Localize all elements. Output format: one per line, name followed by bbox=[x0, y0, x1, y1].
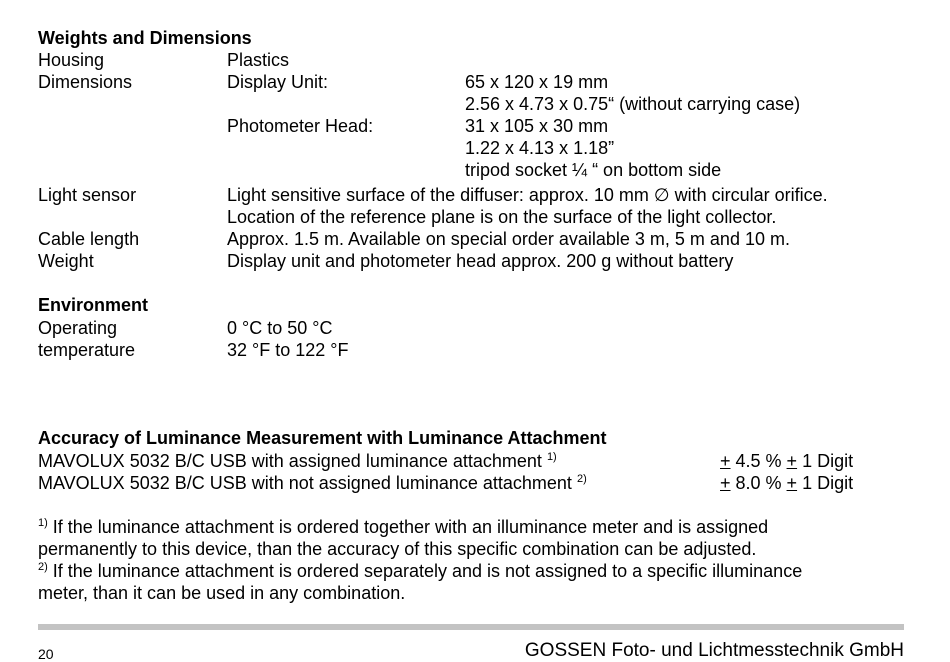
footnote-2-line1 bbox=[38, 560, 802, 582]
plus-minus-sign: + bbox=[786, 451, 798, 471]
plus-minus-sign: + bbox=[720, 473, 731, 493]
footnote-2-text: If the luminance attachment is ordered separately and is not assigned to a specific illuminance bbox=[47, 561, 803, 581]
temperature-label: temperature bbox=[38, 340, 136, 360]
footnote-ref-1: 1) bbox=[546, 451, 557, 463]
accuracy-value-assigned bbox=[720, 450, 853, 472]
footnote-mark-2: 2) bbox=[38, 561, 48, 573]
accuracy-row-not-assigned bbox=[38, 472, 587, 494]
display-unit-dimensions-inch: 2.56 x 4.73 x 0.75“ (without carrying case) bbox=[465, 94, 801, 114]
tripod-socket-note: tripod socket ¼ “ on bottom side bbox=[465, 160, 722, 180]
company-name: GOSSEN Foto- und Lichtmesstechnik GmbH bbox=[524, 640, 904, 661]
photometer-head-label: Photometer Head: bbox=[227, 116, 374, 136]
housing-value: Plastics bbox=[227, 50, 290, 70]
footnote-ref-2: 2) bbox=[576, 473, 587, 485]
footnote-1-line2: permanently to this device, than the accuracy of this specific combination can be adjusted. bbox=[38, 539, 757, 559]
light-sensor-line1: Light sensitive surface of the diffuser: approx. 10 mm ∅ with circular orifice. bbox=[227, 185, 828, 205]
light-sensor-label: Light sensor bbox=[38, 185, 137, 205]
dimensions-label: Dimensions bbox=[38, 72, 133, 92]
weight-label: Weight bbox=[38, 251, 94, 271]
display-unit-label: Display Unit: bbox=[227, 72, 329, 92]
temperature-fahrenheit: 32 °F to 122 °F bbox=[227, 340, 349, 360]
plus-minus-sign: + bbox=[720, 451, 731, 471]
cable-length-label: Cable length bbox=[38, 229, 140, 249]
accuracy-row-assigned bbox=[38, 450, 557, 472]
plus-minus-sign: + bbox=[786, 473, 798, 493]
section-heading-accuracy: Accuracy of Luminance Measurement with Luminance Attachment bbox=[38, 428, 607, 448]
housing-label: Housing bbox=[38, 50, 105, 70]
page-number: 20 bbox=[38, 646, 54, 662]
footnote-1-line1 bbox=[38, 516, 768, 538]
cable-length-value: Approx. 1.5 m. Available on special order available 3 m, 5 m and 10 m. bbox=[227, 229, 790, 249]
operating-label: Operating bbox=[38, 318, 118, 338]
accuracy-row-not-assigned-text: MAVOLUX 5032 B/C USB with not assigned luminance attachment bbox=[38, 473, 572, 493]
photometer-dimensions-inch: 1.22 x 4.13 x 1.18” bbox=[465, 138, 615, 158]
temperature-celsius: 0 °C to 50 °C bbox=[227, 318, 333, 338]
photometer-dimensions-mm: 31 x 105 x 30 mm bbox=[465, 116, 609, 136]
footnote-mark-1: 1) bbox=[38, 517, 48, 529]
accuracy-digit: 1 Digit bbox=[797, 451, 854, 471]
section-heading-weights: Weights and Dimensions bbox=[38, 28, 252, 48]
footnote-2-line2: meter, than it can be used in any combination. bbox=[38, 583, 406, 603]
light-sensor-line2: Location of the reference plane is on the surface of the light collector. bbox=[227, 207, 777, 227]
footnote-1-text: If the luminance attachment is ordered together with an illuminance meter and is assigned bbox=[47, 517, 769, 537]
display-unit-dimensions-mm: 65 x 120 x 19 mm bbox=[465, 72, 609, 92]
weight-value: Display unit and photometer head approx. 200 g without battery bbox=[227, 251, 734, 271]
accuracy-digit: 1 Digit bbox=[797, 473, 854, 493]
accuracy-percent: 8.0 % bbox=[730, 473, 787, 493]
footer-divider bbox=[38, 624, 904, 630]
section-heading-environment: Environment bbox=[38, 295, 149, 315]
accuracy-percent: 4.5 % bbox=[730, 451, 787, 471]
accuracy-value-not-assigned bbox=[720, 472, 853, 494]
accuracy-row-assigned-text: MAVOLUX 5032 B/C USB with assigned luminance attachment bbox=[38, 451, 542, 471]
